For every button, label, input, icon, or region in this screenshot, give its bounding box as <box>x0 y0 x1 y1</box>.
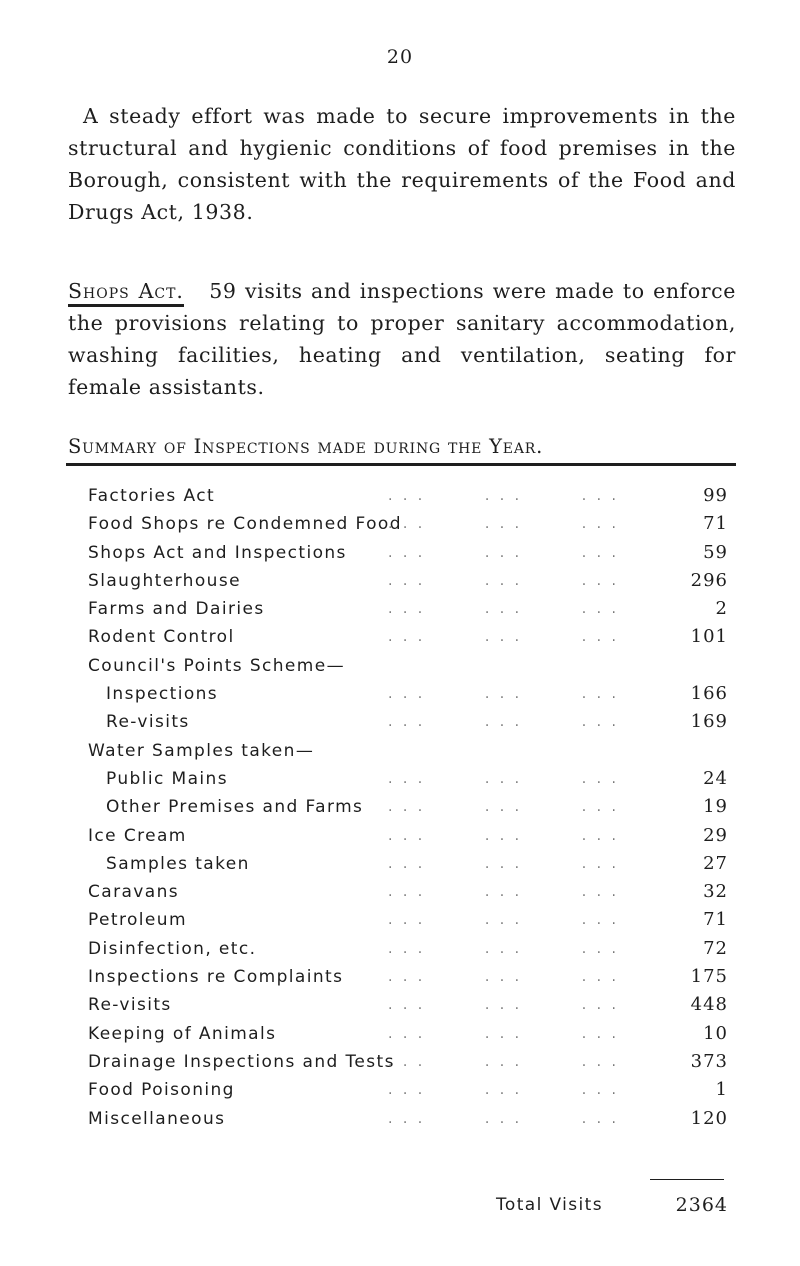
summary-row-value: 32 <box>703 881 728 903</box>
summary-row-label: Food Shops re Condemned Food <box>88 514 402 535</box>
summary-row-value: 29 <box>703 824 728 846</box>
shops-act-paragraph <box>68 275 736 403</box>
leader-dots: . . . . . . . . . <box>388 572 619 589</box>
summary-row-value: 448 <box>690 994 728 1016</box>
leader-dots: . . . . . . . . . <box>388 629 619 646</box>
summary-row-value: 169 <box>690 711 728 733</box>
summary-row-label: Inspections re Complaints <box>88 967 344 988</box>
summary-row-value: 175 <box>690 966 728 988</box>
leader-dots: . . . . . . . . . <box>388 827 619 844</box>
summary-row-label: Factories Act <box>88 486 216 506</box>
summary-row-label: Drainage Inspections and Tests <box>88 1051 395 1072</box>
summary-row <box>88 623 728 651</box>
summary-title-underline <box>66 463 736 466</box>
leader-dots: . . . . . . . . . <box>388 488 619 504</box>
leader-dots: . . . . . . . . . <box>388 544 619 561</box>
summary-row-label: Slaughterhouse <box>88 570 241 591</box>
summary-row-value: 27 <box>703 852 728 874</box>
summary-row <box>88 1076 728 1104</box>
summary-row-label: Re-visits <box>106 712 190 733</box>
summary-row-label: Re-visits <box>88 995 172 1016</box>
summary-row-label: Ice Cream <box>88 825 187 846</box>
summary-row <box>88 510 728 538</box>
summary-row <box>88 482 728 510</box>
summary-row-value: 296 <box>690 569 728 591</box>
summary-row <box>88 906 728 934</box>
summary-row <box>88 1020 728 1048</box>
summary-row-label: Miscellaneous <box>88 1108 226 1129</box>
leader-dots: . . . . . . . . . <box>388 1082 619 1099</box>
leader-dots: . . . . . . . . . <box>388 855 619 872</box>
summary-table <box>88 482 728 1133</box>
leader-dots: . . . . . . . . . <box>388 912 619 929</box>
summary-row <box>88 991 728 1019</box>
summary-row-value: 101 <box>690 626 728 648</box>
summary-row-label: Samples taken <box>106 853 250 874</box>
summary-title: Summary of Inspections made during the Year. <box>68 435 544 458</box>
summary-row-value: 72 <box>703 937 728 959</box>
leader-dots: . . . . . . . . . <box>388 714 619 731</box>
intro-paragraph: A steady effort was made to secure improvements in the structural and hygienic conditions of food premises in the Borough, consistent with the requirements of the Food and Drugs Act, 1938. <box>68 104 736 224</box>
summary-row <box>88 793 728 821</box>
leader-dots: . . . . . . . . . <box>388 799 619 816</box>
summary-row-value: 2 <box>715 598 728 620</box>
summary-row-value: 10 <box>703 1022 728 1044</box>
leader-dots: . . . . . . . . . <box>388 997 619 1014</box>
summary-row <box>88 935 728 963</box>
leader-dots: . . . . . . . . . <box>388 1053 619 1070</box>
summary-row-value: 99 <box>703 485 728 506</box>
summary-row-value: 166 <box>690 683 728 705</box>
leader-dots: . . . . . . . . . <box>388 1025 619 1042</box>
leader-dots: . . . . . . . . . <box>388 884 619 901</box>
summary-row-value: 59 <box>703 541 728 563</box>
summary-row <box>88 539 728 567</box>
summary-row-value: 71 <box>703 909 728 931</box>
summary-row-label: Council's Points Scheme— <box>88 655 346 676</box>
summary-row-value: 71 <box>703 513 728 535</box>
summary-row <box>88 680 728 708</box>
total-label: Total Visits <box>496 1195 603 1215</box>
summary-row <box>88 878 728 906</box>
page-number: 20 <box>386 46 414 68</box>
leader-dots: . . . . . . . . . <box>388 770 619 787</box>
leader-dots: . . . . . . . . . <box>388 1110 619 1127</box>
leader-dots: . . . . . . . . . <box>388 940 619 957</box>
leader-dots: . . . . . . . . . <box>388 969 619 986</box>
summary-row-label: Inspections <box>106 684 219 705</box>
summary-row <box>88 765 728 793</box>
summary-row-label: Caravans <box>88 882 180 903</box>
summary-row-label: Petroleum <box>88 910 187 931</box>
summary-row <box>88 1105 728 1133</box>
summary-row-label: Shops Act and Inspections <box>88 542 347 563</box>
summary-row-label: Food Poisoning <box>88 1080 235 1101</box>
summary-row <box>88 652 728 680</box>
summary-row-value: 1 <box>715 1079 728 1101</box>
summary-row-label: Keeping of Animals <box>88 1023 277 1044</box>
summary-row-value: 24 <box>703 767 728 789</box>
total-line <box>88 1190 728 1220</box>
summary-row-label: Rodent Control <box>88 627 235 648</box>
summary-row <box>88 567 728 595</box>
summary-row-value: 373 <box>690 1050 728 1072</box>
summary-row-value: 19 <box>703 796 728 818</box>
summary-row <box>88 1048 728 1076</box>
summary-row <box>88 963 728 991</box>
summary-row-label: Farms and Dairies <box>88 599 265 620</box>
leader-dots: . . . . . . . . . <box>388 601 619 618</box>
summary-row <box>88 595 728 623</box>
shops-act-heading: Shops Act. <box>68 279 184 307</box>
leader-dots: . . . . . . . . . <box>388 516 619 533</box>
summary-row-label: Disinfection, etc. <box>88 938 257 959</box>
total-value: 2364 <box>675 1194 728 1216</box>
leader-dots: . . . . . . . . . <box>388 686 619 703</box>
total-rule <box>650 1179 724 1180</box>
summary-row-label: Public Mains <box>106 768 228 789</box>
summary-row-label: Water Samples taken— <box>88 740 315 761</box>
summary-row <box>88 708 728 736</box>
summary-row <box>88 822 728 850</box>
summary-row <box>88 737 728 765</box>
summary-row-label: Other Premises and Farms <box>106 797 364 818</box>
shops-act-text: 59 visits and inspections were made to enforce the provisions relating to proper sanitary accommodation, washing facilities, heating and ventilation, seating for female assistants. <box>68 279 736 399</box>
summary-row <box>88 850 728 878</box>
summary-row-value: 120 <box>690 1107 728 1129</box>
